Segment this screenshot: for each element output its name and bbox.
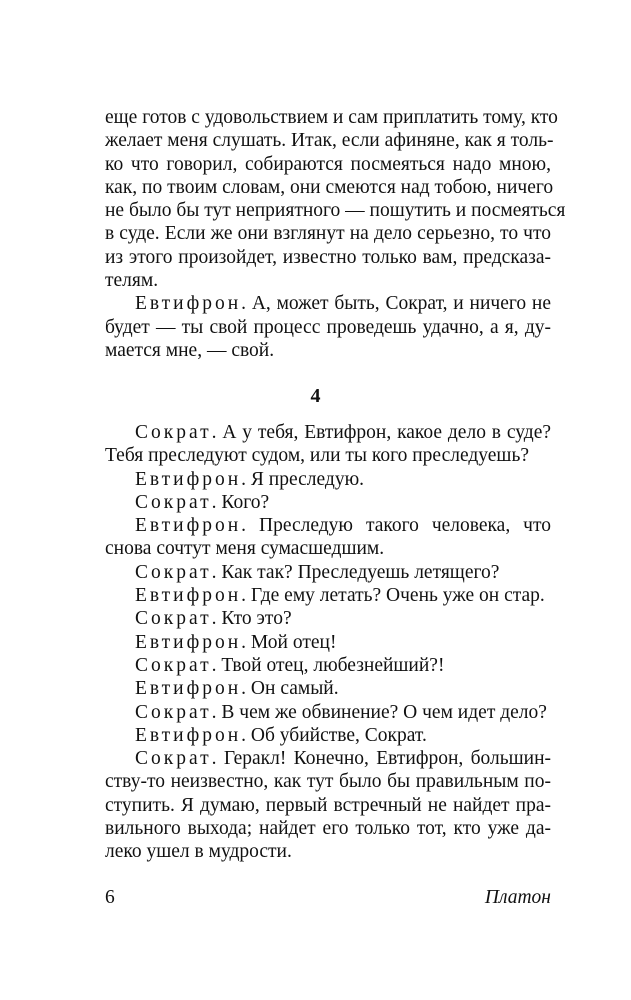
dialogue-line — [105, 584, 551, 607]
utterance-text: . Об убийстве, Сократ. — [241, 724, 427, 746]
text-line: ступить. Я думаю, первый встречный не найдет пра- — [105, 794, 551, 816]
text-line: из этого произойдет, известно только вам, предсказа- — [105, 246, 551, 268]
speaker-name: Евтифрон — [135, 293, 242, 315]
dialogue-line — [105, 724, 551, 747]
dialogue-line — [105, 491, 551, 514]
text-line: ко что говорил, собираются посмеяться надо мною, — [105, 153, 551, 175]
speaker-name: Сократ — [135, 561, 212, 583]
text-line: в суде. Если же они взглянут на дело серьезно, то что — [105, 223, 551, 245]
text-line: желает меня слушать. Итак, если афиняне, как я толь- — [105, 130, 554, 152]
utterance-text: . В чем же обвинение? О чем идет дело? — [211, 701, 547, 723]
dialogue-line — [105, 631, 551, 654]
speaker-name: Евтифрон — [135, 468, 242, 490]
speaker-name: Евтифрон — [135, 631, 242, 653]
utterance-text: . Твой отец, любезнейший?! — [211, 654, 445, 676]
speaker-name: Сократ — [135, 422, 212, 443]
text-line: снова сочтут меня сумасшедшим. — [105, 538, 385, 560]
dialogue-line — [105, 677, 551, 700]
text-line: будет — ты свой процесс проведешь удачно, а я, ду- — [105, 316, 551, 338]
dialogue-line — [105, 747, 551, 770]
text-line: ству-то неизвестно, как тут было бы правильным по- — [105, 771, 551, 793]
speaker-name: Евтифрон — [135, 678, 242, 700]
utterance-text: . Кто это? — [211, 608, 292, 630]
utterance-text: . Геракл! Конечно, Евтифрон, большин- — [211, 748, 551, 770]
utterance-text: . Мой отец! — [241, 631, 337, 653]
text-line: телям. — [105, 270, 159, 292]
utterance-text: . Преследую такого человека, что — [241, 515, 551, 537]
utterance-text: . А у тебя, Евтифрон, какое дело в суде? — [211, 422, 551, 443]
speaker-name: Евтифрон — [135, 515, 242, 537]
chapter-number: 4 — [310, 385, 321, 407]
utterance-text: . Кого? — [211, 491, 270, 513]
speaker-name: Евтифрон — [135, 724, 242, 746]
utterance-text: . А, может быть, Сократ, и ничего не — [241, 293, 551, 315]
dialogue-line — [105, 468, 551, 491]
text-line: еще готов с удовольствием и сам приплатить тому, кто — [105, 107, 558, 128]
running-footer-author: Платон — [484, 887, 551, 908]
speaker-name: Сократ — [135, 608, 212, 630]
utterance-text: . Он самый. — [241, 678, 339, 700]
speaker-name: Евтифрон — [135, 585, 242, 607]
dialogue-line — [105, 561, 551, 584]
text-line: леко ушел в мудрости. — [105, 841, 292, 863]
dialogue-line — [105, 607, 551, 630]
dialogue-line — [105, 292, 551, 315]
page-number: 6 — [105, 887, 115, 908]
speaker-name: Сократ — [135, 701, 212, 723]
dialogue-block — [105, 421, 551, 864]
text-line: не было бы тут неприятного — пошутить и посмеяться — [105, 200, 566, 222]
speaker-name: Сократ — [135, 491, 212, 513]
text-line: Тебя преследуют судом, или ты кого преследуешь? — [105, 445, 529, 467]
dialogue-line — [105, 654, 551, 677]
text-line: мается мне, — свой. — [105, 339, 275, 361]
text-line: как, по твоим словам, они смеются над тобою, ничего — [105, 176, 554, 198]
text-block-top — [105, 106, 566, 362]
utterance-text: . Где ему летать? Очень уже он стар. — [241, 585, 545, 607]
speaker-name: Сократ — [135, 748, 212, 770]
utterance-text: . Как так? Преследуешь летящего? — [211, 561, 500, 583]
speaker-name: Сократ — [135, 654, 212, 676]
text-line: вильного выхода; найдет его только тот, кто уже да- — [105, 818, 551, 840]
utterance-text: . Я преследую. — [241, 468, 365, 490]
dialogue-line — [105, 514, 551, 537]
dialogue-line — [105, 421, 551, 444]
dialogue-line — [105, 701, 551, 724]
